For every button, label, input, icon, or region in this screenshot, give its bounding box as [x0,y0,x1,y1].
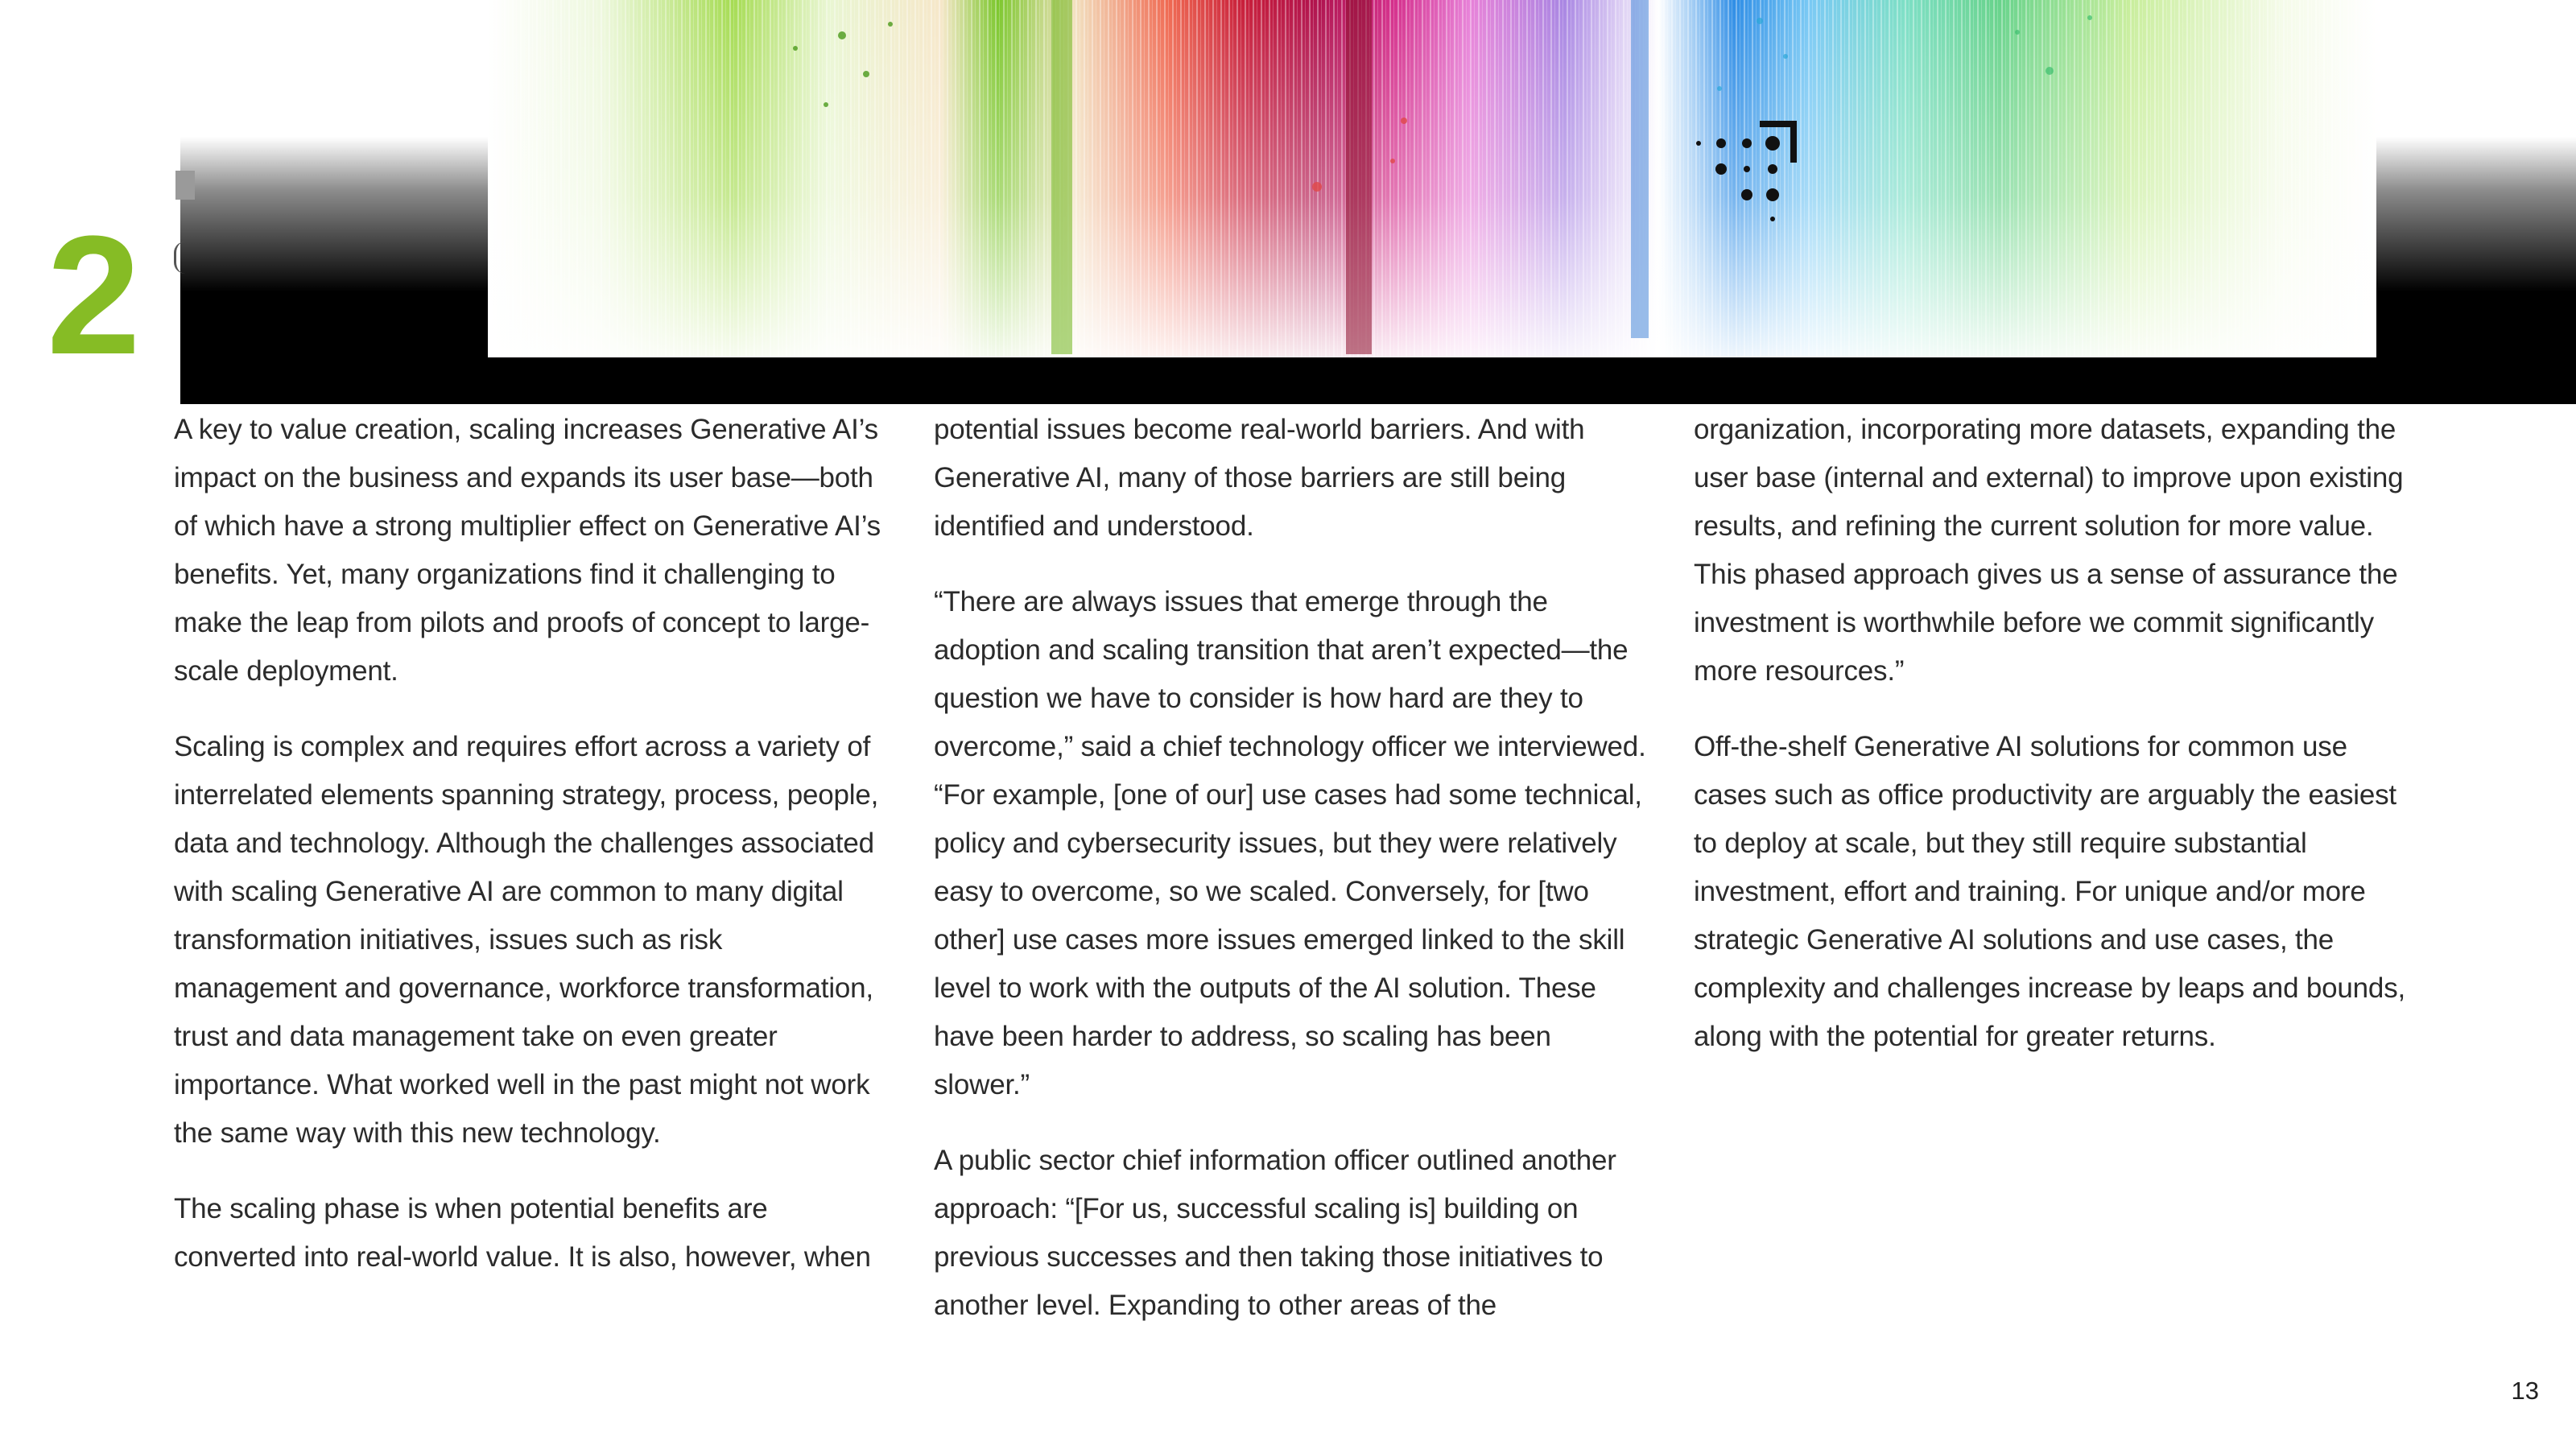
page-number: 13 [2511,1377,2539,1405]
text-column-3 [1694,406,2412,1088]
paragraph: “There are always issues that emerge through the adoption and scaling transition that aren’t expected—the question we have to consider is how hard are they to overcome,” said a chief technology officer we interviewed. “For example, [one of our] use cases had some technical, policy and cybersecurity issues, but they were relatively easy to overcome, so we scaled. Conversely, for [two other] use cases more issues emerged linked to the skill level to work with the outputs of the AI solution. These have been harder to address, so scaling has been slower.” [934,586,1646,1100]
paragraph: The scaling phase is when potential benefits are converted into real-world value. It is also, however, when [174,1193,871,1273]
text-column-1 [174,406,892,1309]
spectrum-artwork [488,0,2376,357]
paragraph: A key to value creation, scaling increases Generative AI’s impact on the business and expands its user base—both of which have a strong multiplier effect on Generative AI’s benefits. Yet, many organizations find it challenging to make the leap from pilots and proofs of concept to large-scale deployment. [174,414,881,687]
spectrum-artwork-svg [488,0,2376,357]
paragraph: A public sector chief information officer outlined another approach: “[For us, successful scaling is] building on previous successes and then taking those initiatives to another level. Expanding to other areas of the [934,1145,1616,1321]
paragraph: organization, incorporating more datasets, expanding the user base (internal and external) to improve upon existing results, and refining the current solution for more value. This phased approach gives us a sense of assurance the investment is worthwhile before we commit significantly more resources.” [1694,414,2404,687]
section-number: 2 [47,200,141,390]
paragraph: Scaling is complex and requires effort across a variety of interrelated elements spanning strategy, process, people, data and technology. Although the challenges associated with scaling Generative AI are common to many digital transformation initiatives, issues such as risk management and governance, workforce transformation, trust and data management take on even greater importance. What worked well in the past might not work the same way with this new technology. [174,731,879,1149]
paragraph: Off-the-shelf Generative AI solutions for common use cases such as office productivity are arguably the easiest to deploy at scale, but they still require substantial investment, effort and training. For unique and/or more strategic Generative AI solutions and use cases, the complexity and challenges increase by leaps and bounds, along with the potential for greater returns. [1694,731,2406,1052]
obscured-heading-fragment [175,171,195,200]
text-column-2 [934,406,1652,1357]
obscured-subheading-fragment [174,242,188,274]
paragraph: potential issues become real-world barriers. And with Generative AI, many of those barriers are still being identified and understood. [934,414,1585,542]
